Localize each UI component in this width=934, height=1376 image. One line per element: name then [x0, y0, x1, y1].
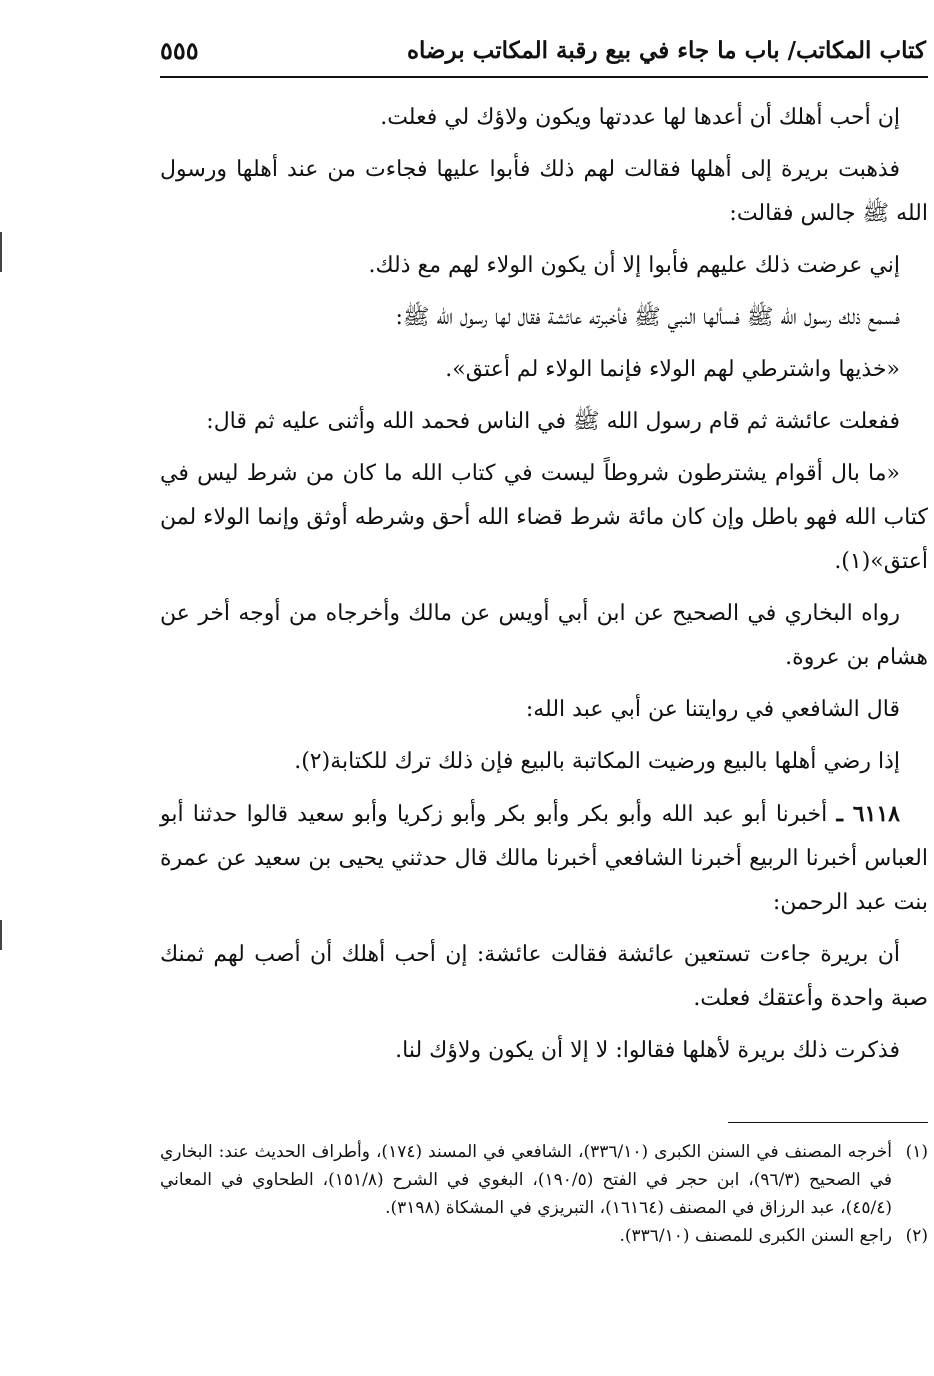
- main-text: [160, 96, 928, 1081]
- chapter-title: كتاب المكاتب/ باب ما جاء في بيع رقبة المكاتب برضاه: [406, 36, 926, 64]
- footnote-rule: [728, 1122, 928, 1123]
- paragraph: قال الشافعي في روايتنا عن أبي عبد الله:: [525, 697, 900, 722]
- hadith-paragraph: [160, 792, 928, 925]
- paragraph: إني عرضت ذلك عليهم فأبوا إلا أن يكون الولاء لهم مع ذلك.: [368, 253, 900, 278]
- footnote-text: أخرجه المصنف في السنن الكبرى (٣٣٦/١٠)، الشافعي في المسند (١٧٤)، وأطراف الحديث عند: البخاري في الصحيح (٩٦/٣)، ابن حجر في الفتح (١٩٠/٥)، البغوي في الشرح (١٥١/٨)، الطحاوي في المعاني (٤٥/٤)، عبد الرزاق في المصنف (١٦١٦٤)، التبريزي في المشكاة (٣١٩٨).: [160, 1142, 892, 1218]
- footnote-text: راجع السنن الكبرى للمصنف (٣٣٦/١٠).: [619, 1226, 892, 1246]
- scan-edge-mark: [0, 232, 2, 272]
- hadith-number: ٦١١٨ ـ: [836, 801, 900, 827]
- footnote: [160, 1138, 928, 1222]
- paragraph: «ما بال أقوام يشترطون شروطاً ليست في كتاب الله ما كان من شرط ليس في كتاب الله فهو باطل وإن كان مائة شرط قضاء الله أحق وشرطه أوثق وإنما الولاء لمن أعتق»(١).: [160, 461, 928, 574]
- scan-edge-mark: [0, 920, 2, 950]
- paragraph: إذا رضي أهلها بالبيع ورضيت المكاتبة بالبيع فإن ذلك ترك للكتابة(٢).: [294, 749, 900, 774]
- paragraph: ففعلت عائشة ثم قام رسول الله ﷺ في الناس فحمد الله وأثنى عليه ثم قال:: [206, 409, 900, 434]
- hadith-text: أخبرنا أبو عبد الله وأبو بكر وأبو بكر وأبو زكريا وأبو سعيد قالوا حدثنا أبو العباس أخبرنا الربيع أخبرنا الشافعي أخبرنا مالك قال حدثني يحيى بن سعيد عن عمرة بنت عبد الرحمن:: [160, 802, 928, 915]
- page-number: ٥٥٥: [160, 35, 199, 65]
- footnote-mark: (١): [905, 1142, 928, 1162]
- paragraph: رواه البخاري في الصحيح عن ابن أبي أويس عن مالك وأخرجاه من أوجه أخر عن هشام بن عروة.: [160, 601, 928, 670]
- footnote-mark: (٢): [905, 1226, 928, 1246]
- paragraph: فذهبت بريرة إلى أهلها فقالت لهم ذلك فأبوا عليها فجاءت من عند أهلها ورسول الله ﷺ جالس فقالت:: [160, 157, 928, 226]
- paragraph: إن أحب أهلك أن أعدها لها عددتها ويكون ولاؤك لي فعلت.: [380, 105, 900, 130]
- paragraph: فذكرت ذلك بريرة لأهلها فقالوا: لا إلا أن يكون ولاؤك لنا.: [395, 1038, 900, 1063]
- header-rule: [160, 76, 928, 78]
- running-header: [160, 28, 926, 72]
- paragraph: «خذيها واشترطي لهم الولاء فإنما الولاء لم أعتق».: [445, 357, 900, 382]
- footnotes: [160, 1138, 928, 1250]
- paragraph: فسمع ذلك رسول الله ﷺ فسألها النبي ﷺ فأخبرته عائشة فقال لها رسول الله ﷺ:: [395, 305, 900, 330]
- paragraph: أن بريرة جاءت تستعين عائشة فقالت عائشة: إن أحب أهلك أن أصب لهم ثمنك صبة واحدة وأعتقك فعلت.: [160, 942, 928, 1011]
- footnote: [160, 1222, 928, 1250]
